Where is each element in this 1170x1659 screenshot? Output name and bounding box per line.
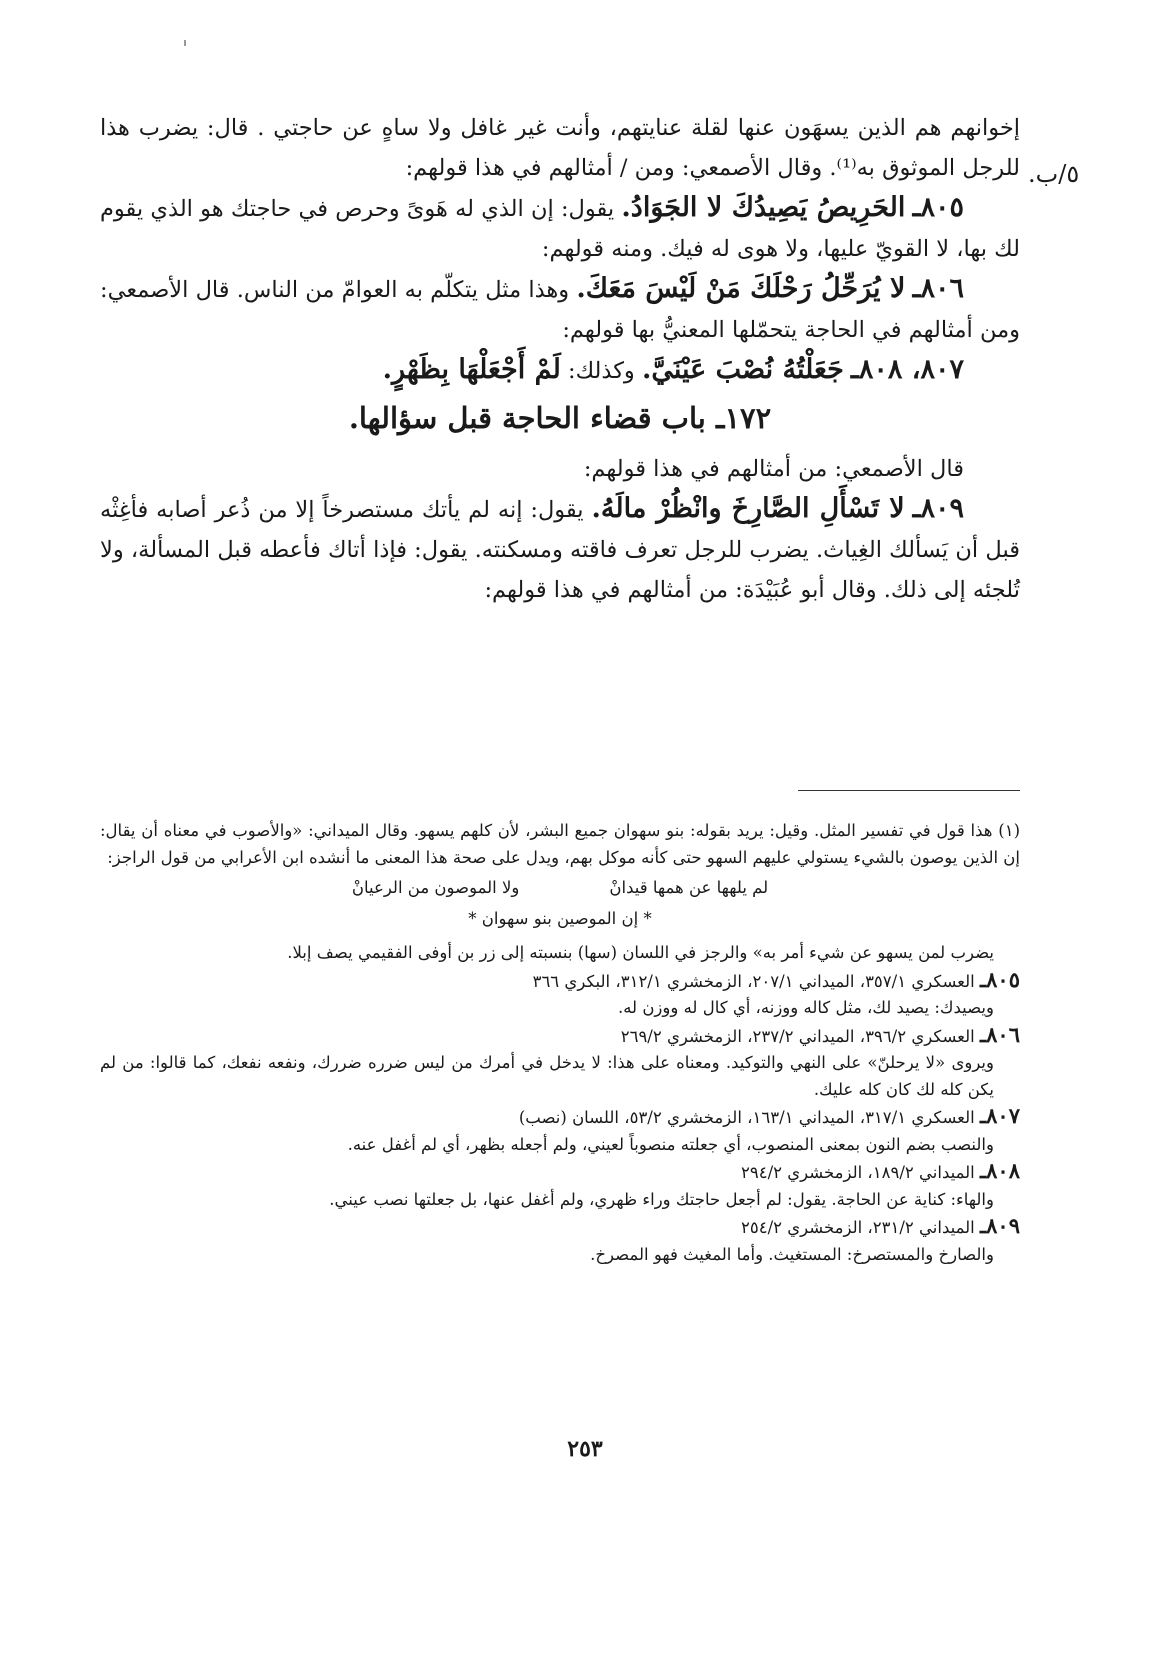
entry-809 [100, 489, 1020, 610]
source-list: العسكري ٣١٧/١، الميداني ١٦٣/١، الزمخشري ٥٣/٢، اللسان (نصب) [518, 1108, 975, 1127]
entry-number: ٨٠٩ـ [912, 493, 965, 524]
proverb: لَمْ أَجْعَلْهَا بِظَهْرٍ. [382, 354, 561, 385]
margin-folio-note: ٥/ب. [1028, 160, 1080, 188]
verse-line: * إن الموصين بنو سهوان * [468, 908, 652, 928]
source-number: ٨٠٥ـ [980, 966, 1020, 992]
entry-number: ٨٠٥ـ [912, 192, 965, 223]
explanation: يقول: إن الذي له هَوىً وحرص في حاجتك هو الذي يقوم لك بها، لا القويّ عليها، ولا هوى له فيك. ومنه قولهم: [100, 196, 1020, 262]
source-806 [100, 1022, 1020, 1051]
proverb: جَعَلْتُهُ نُصْبَ عَيْنَيَّ. [641, 354, 844, 385]
source-list: العسكري ٣٥٧/١، الميداني ٢٠٧/١، الزمخشري ٣١٢/١، البكري ٣٦٦ [532, 971, 975, 991]
source-list: الميداني ١٨٩/٢، الزمخشري ٢٩٤/٢ [740, 1163, 975, 1182]
note-809: والصارخ والمستصرخ: المستغيث. وأما المغيث فهو المصرخ. [590, 1244, 994, 1264]
verse-hemistich-first: لم يلهها عن همها قيدانْ [609, 878, 769, 897]
entry-805 [100, 188, 1020, 269]
note-808: والهاء: كناية عن الحاجة. يقول: لم أجعل حاجتك وراء ظهري، ولم أغفل عنها، بل جعلتها نصب عيني. [329, 1189, 994, 1209]
footnote-1-end: يضرب لمن يسهو عن شيء أمر به» والرجز في اللسان (سها) بنسبته إلى زر بن أوفى الفقيمي يصف إبلا. [287, 943, 994, 962]
entry-807-808 [100, 350, 1020, 391]
entry-number: ٨٠٦ـ [912, 273, 965, 304]
verse-hemistich-second: ولا الموصون من الرعيانْ [351, 878, 520, 897]
scan-mark [184, 40, 186, 46]
footnote-separator [798, 790, 1020, 791]
source-809 [100, 1213, 1020, 1242]
footnote-1: (١) هذا قول في تفسير المثل. وقيل: يريد بقوله: بنو سهوان جميع البشر، لأن كلهم يسهو. وقال الميداني: «والأصوب في معناه أن يقال: إن الذين يوصون بالشيء يستولي عليهم السهو حتى كأنه موكل بهم، ويدل على صحة هذا المعنى ما أنشده ابن الأعرابي من قول الراجز: [100, 821, 1020, 867]
source-number: ٨٠٨ـ [980, 1158, 1020, 1183]
main-text [100, 108, 1020, 610]
source-number: ٨٠٩ـ [980, 1213, 1020, 1238]
paragraph-intro: إخوانهم هم الذين يسهَون عنها لقلة عنايتهم، وأنت غير غافل ولا ساهٍ عن حاجتي . قال: يضرب هذا للرجل الموثوق به⁽¹⁾. وقال الأصمعي: ومن / أمثالهم في هذا قولهم: [100, 115, 1020, 181]
proverb: لا يُرَحِّلُ رَحْلَكَ مَنْ لَيْسَ مَعَكَ. [576, 273, 906, 304]
source-number: ٨٠٧ـ [980, 1103, 1020, 1128]
source-807 [100, 1103, 1020, 1132]
explanation: يقول: إنه لم يأتك مستصرخاً إلا من ذُعر أصابه فأغِثْه قبل أن يَسألك الغِياث. يضرب للرجل تعرف فاقته ومسكنته. يقول: فإذا أتاك فأعطه قبل المسألة، ولا تُلجئه إلى ذلك. وقال أبو عُبَيْدَة: من أمثالهم في هذا قولهم: [100, 497, 1020, 603]
source-808 [100, 1158, 1020, 1187]
note-805: ويصيدك: يصيد لك، مثل كاله ووزنه، أي كال له ووزن له. [617, 998, 994, 1017]
source-list: العسكري ٣٩٦/٢، الميداني ٢٣٧/٢، الزمخشري ٢٦٩/٢ [620, 1026, 975, 1046]
entry-806 [100, 269, 1020, 350]
entry-number: ٨٠٧، ٨٠٨ـ [850, 354, 964, 385]
source-805 [100, 967, 1020, 996]
connector-text: وكذلك: [567, 358, 635, 384]
proverb: الحَرِيصُ يَصِيدُكَ لا الجَوَادُ. [621, 192, 906, 223]
proverb: لا تَسْأَلِ الصَّارِخَ وانْظُرْ مالَهُ. [591, 493, 905, 524]
footnotes [100, 818, 1020, 1268]
chapter-heading: ١٧٢ـ باب قضاء الحاجة قبل سؤالها. [348, 401, 772, 435]
note-806: ويروى «لا يرحلنّ» على النهي والتوكيد. ومعناه على هذا: لا يدخل في أمرك من ليس ضرره ضررك، ونفعه نفعك، كما قالوا: من لم يكن كله لك كان كله عليك. [100, 1053, 994, 1099]
page-number: ٢٥٣ [567, 1436, 603, 1462]
explanation: وهذا مثل يتكلّم به العوامّ من الناس. قال الأصمعي: ومن أمثالهم في الحاجة يتحمّلها المعنيُّ بها قولهم: [100, 277, 1020, 343]
note-807: والنصب بضم النون بمعنى المنصوب، أي جعلته منصوباً لعيني، ولم أجعله بظهر، أي لم أغفل عنه. [347, 1134, 994, 1154]
verse [100, 875, 1020, 902]
source-list: الميداني ٢٣١/٢، الزمخشري ٢٥٤/٢ [740, 1218, 975, 1237]
source-number: ٨٠٦ـ [980, 1021, 1020, 1047]
paragraph-chapter-intro: قال الأصمعي: من أمثالهم في هذا قولهم: [583, 456, 964, 482]
